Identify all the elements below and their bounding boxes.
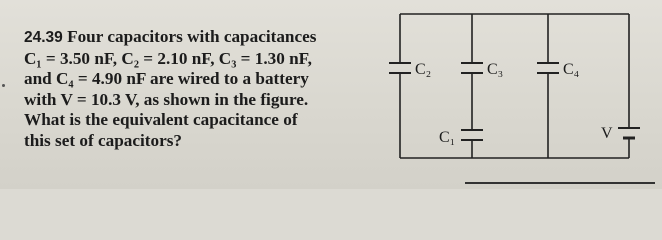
circuit-figure (375, 0, 662, 189)
problem-text (24, 27, 374, 152)
c1-label: C₁ (439, 129, 456, 146)
problem-line-4: with V = 10.3 V, as shown in the figure. (24, 89, 309, 109)
c3-label: C₃ (487, 61, 504, 78)
problem-line-1 (24, 27, 374, 49)
problem-line-1-text: Four capacitors with capacitances (67, 27, 317, 46)
problem-line-6: this set of capacitors? (24, 130, 183, 150)
margin-dot (2, 84, 5, 87)
problem-line-2: C₁ = 3.50 nF, C₂ = 2.10 nF, C₃ = 1.30 nF, (24, 48, 312, 68)
circuit-diagram (375, 0, 662, 189)
problem-number: 24.39 (24, 29, 63, 46)
problem-line-3: and C₄ = 4.90 nF are wired to a battery (24, 69, 309, 89)
c2-label: C₂ (415, 61, 432, 78)
next-figure-edge (465, 182, 655, 191)
c4-label: C₄ (563, 61, 580, 78)
problem-line-5: What is the equivalent capacitance of (24, 110, 298, 130)
battery-label: V (601, 125, 613, 142)
